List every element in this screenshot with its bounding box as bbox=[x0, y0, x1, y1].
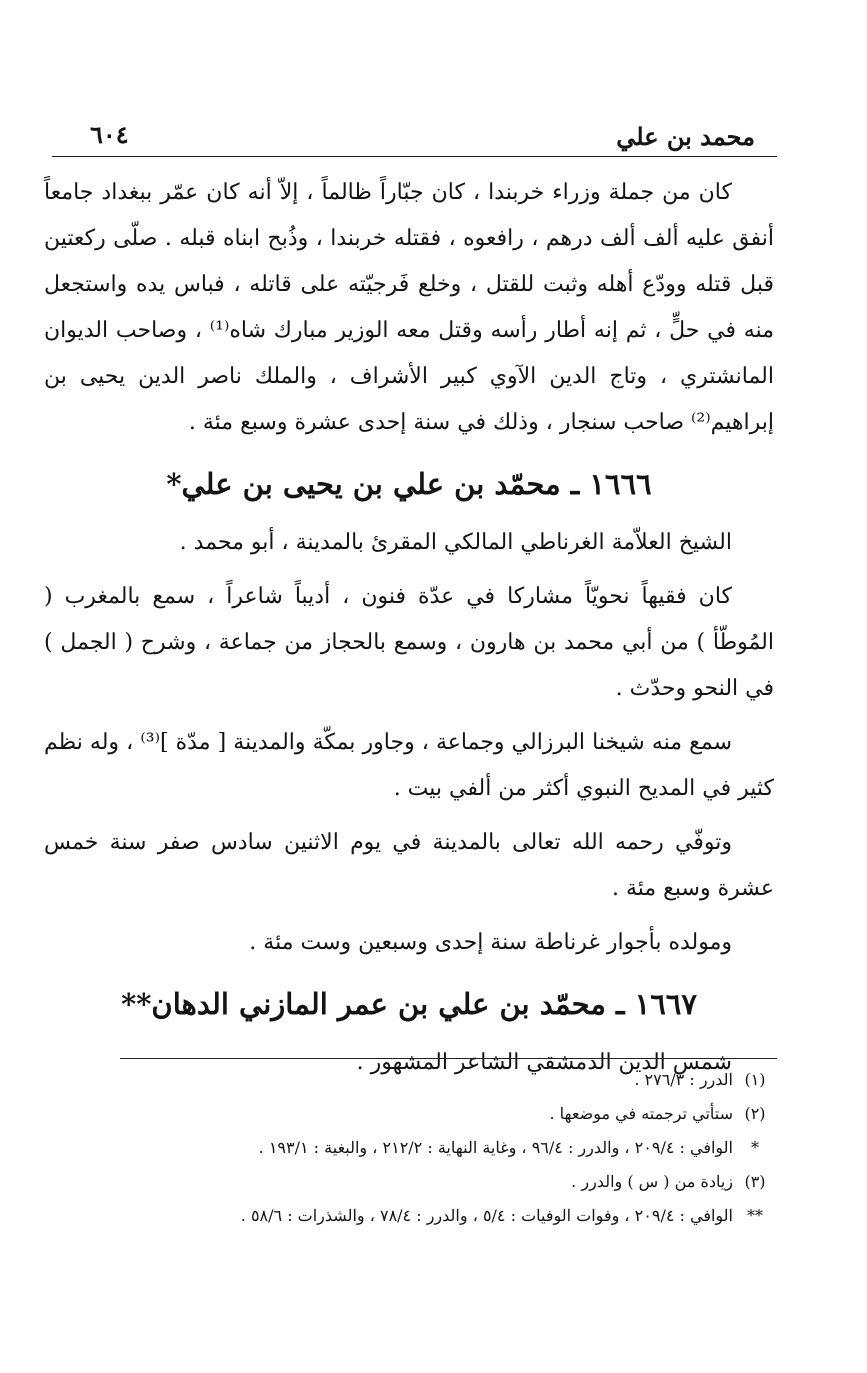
entry-heading-1666: ١٦٦٦ ـ محمّد بن علي بن يحيى بن علي* bbox=[166, 467, 652, 501]
entry-1666-paragraph-4: وتوفّي رحمه الله تعالى بالمدينة في يوم الاثنين سادس صفر سنة خمس عشرة وسبع مئة . bbox=[44, 830, 774, 901]
entry-1666-paragraph-5: ومولده بأجوار غرناطة سنة إحدى وسبعين وست مئة . bbox=[249, 930, 732, 955]
footnote-text: ستأتي ترجمته في موضعها . bbox=[549, 1104, 733, 1123]
footnote-item bbox=[120, 1199, 777, 1233]
footnote-mark: (٢) bbox=[744, 1104, 766, 1123]
entry-1666-paragraph-3: سمع منه شيخنا البرزالي وجماعة ، وجاور بمكّة والمدينة [ مدّة ]⁽³⁾ ، وله نظم كثير في المديح النبوي أكثر من ألفي بيت . bbox=[44, 730, 774, 801]
page-number: ٦٠٤ bbox=[90, 120, 129, 149]
footnotes bbox=[120, 1058, 777, 1233]
entry-1666-paragraph-2: كان فقيهاً نحويّاً مشاركا في عدّة فنون ، أديباً شاعراً ، سمع بالمغرب ( المُوطّأ ) من أبي محمد بن هارون ، وسمع بالحجاز من جماعة ، وشرح ( الجمل ) في النحو وحدّث . bbox=[44, 584, 774, 701]
entry-1667-paragraph-1: شمس الدين الدمشقي الشاعر المشهور . bbox=[356, 1050, 732, 1075]
intro-paragraph: كان من جملة وزراء خربندا ، كان جبّاراً ظالماً ، إلاّ أنه كان عمّر ببغداد جامعاً أنفق عليه ألف ألف درهم ، رافعوه ، فقتله خربندا ، وذُبح ابناه قبله . صلّى ركعتين قبل قتله وودّع أهله وثبت للقتل ، وخلع فَرجيّته على قاتله ، فباس يده واستجعل منه في حلٍّ ، ثم إنه أطار رأسه وقتل معه الوزير مبارك شاه⁽¹⁾ ، وصاحب الديوان المانشتري ، وتاج الدين الآوي كبير الأشراف ، والملك ناصر الدين يحيى بن إبراهيم⁽²⁾ صاحب سنجار ، وذلك في سنة إحدى عشرة وسبع مئة . bbox=[44, 180, 774, 435]
footnote-mark: (١) bbox=[744, 1070, 766, 1089]
running-title: محمد بن علي bbox=[616, 122, 755, 151]
main-text bbox=[44, 170, 774, 1086]
page-header bbox=[52, 112, 777, 157]
footnote-mark: ** bbox=[747, 1206, 763, 1225]
footnote-text: زيادة من ( س ) والدرر . bbox=[571, 1172, 733, 1191]
footnote-item bbox=[120, 1097, 777, 1131]
footnote-text: الدرر : ٢٧٦/٣ . bbox=[634, 1070, 733, 1089]
footnote-mark: * bbox=[751, 1138, 759, 1157]
entry-heading-1667: ١٦٦٧ ـ محمّد بن علي بن عمر المازني الدهان** bbox=[121, 987, 697, 1021]
footnote-item bbox=[120, 1063, 777, 1097]
footnote-text: الوافي : ٢٠٩/٤ ، والدرر : ٩٦/٤ ، وغاية النهاية : ٢١٢/٢ ، والبغية : ١٩٣/١ . bbox=[258, 1138, 733, 1157]
entry-1666-paragraph-1: الشيخ العلاّمة الغرناطي المالكي المقرئ بالمدينة ، أبو محمد . bbox=[179, 530, 732, 555]
footnote-text: الوافي : ٢٠٩/٤ ، وفوات الوفيات : ٥/٤ ، والدرر : ٧٨/٤ ، والشذرات : ٥٨/٦ . bbox=[240, 1206, 733, 1225]
footnote-item bbox=[120, 1165, 777, 1199]
footnote-item bbox=[120, 1131, 777, 1165]
footnote-mark: (٣) bbox=[744, 1172, 766, 1191]
